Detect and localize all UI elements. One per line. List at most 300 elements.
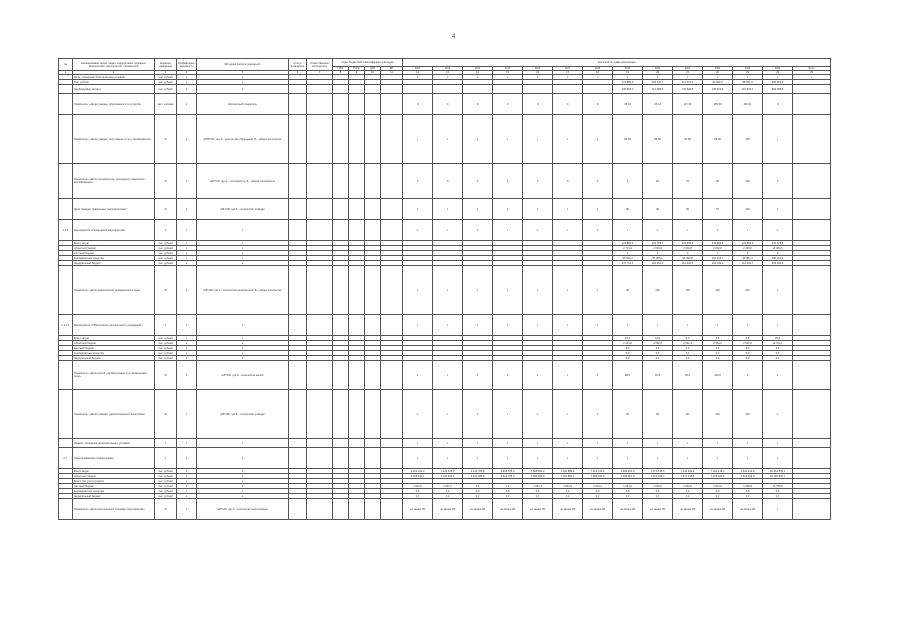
- row-value: 0: [583, 94, 613, 115]
- row-value: x: [763, 266, 793, 315]
- row-value: не менее 95: [733, 499, 763, 520]
- row-value: 0,0: [733, 351, 763, 356]
- hdr-budget-sub: ЦСР: [365, 67, 381, 71]
- row-value: 95,0: [673, 361, 703, 390]
- column-number: 1: [59, 71, 73, 75]
- row-budget-code: [381, 361, 403, 390]
- row-value: 121 881,3: [613, 80, 643, 85]
- row-number: [59, 266, 73, 315]
- hdr-year: 2020: [643, 67, 673, 71]
- table-row: [59, 448, 831, 469]
- row-value: x: [763, 390, 793, 439]
- row-value: [433, 85, 463, 94]
- row-value: [793, 164, 831, 199]
- row-budget-code: [365, 164, 381, 199]
- row-value: x: [733, 439, 763, 448]
- row-value: [793, 499, 831, 520]
- row-responsible: [307, 266, 333, 315]
- row-value: 100: [703, 266, 733, 315]
- row-value: 124 602,3: [673, 241, 703, 246]
- row-unit: тыс. рублей: [155, 494, 177, 499]
- row-responsible: [307, 164, 333, 199]
- row-value: 2 490,0: [733, 246, 763, 251]
- row-status: [289, 266, 307, 315]
- row-budget-code: [333, 85, 349, 94]
- row-value: 6 412 765,4: [493, 474, 523, 479]
- row-value: 112 330,7: [673, 261, 703, 266]
- row-coef: x: [177, 469, 197, 474]
- row-method: абсолютный показатель: [197, 94, 289, 115]
- row-method: x: [197, 469, 289, 474]
- row-value: 120 994,0: [613, 85, 643, 94]
- hdr-year: 2016: [523, 67, 553, 71]
- row-value: 100: [733, 199, 763, 220]
- row-value: x: [703, 315, 733, 336]
- column-number: 20: [643, 71, 673, 75]
- row-value: [793, 199, 831, 220]
- row-coef: x: [177, 439, 197, 448]
- header-row: [59, 59, 831, 67]
- row-value: x: [403, 115, 433, 164]
- row-value: x: [493, 439, 523, 448]
- row-value: x: [763, 439, 793, 448]
- row-value: [793, 220, 831, 241]
- row-number: [59, 499, 73, 520]
- row-responsible: [307, 448, 333, 469]
- row-budget-code: [381, 315, 403, 336]
- hdr-year: 2015: [493, 67, 523, 71]
- row-value: 45,12: [643, 94, 673, 115]
- row-coef: x: [177, 315, 197, 336]
- row-number: [59, 199, 73, 220]
- row-value: 121 922,5: [673, 85, 703, 94]
- row-responsible: [307, 315, 333, 336]
- row-name: Всего, без учета средств: [73, 479, 155, 484]
- row-budget-code: [333, 390, 349, 439]
- row-budget-code: [365, 266, 381, 315]
- row-value: не менее 95: [613, 499, 643, 520]
- row-status: [289, 448, 307, 469]
- row-method: x: [197, 346, 289, 351]
- row-value: 112 493,7: [733, 261, 763, 266]
- row-value: x: [523, 115, 553, 164]
- row-value: 0,0: [613, 356, 643, 361]
- row-value: 0,0: [703, 351, 733, 356]
- row-budget-code: [365, 94, 381, 115]
- row-unit: %: [155, 361, 177, 390]
- row-coef: x: [177, 85, 197, 94]
- row-name: Показатель: «Доля мероприятий, проведенных в срок»: [73, 266, 155, 315]
- row-value: 1 544,0: [703, 484, 733, 489]
- row-value: x: [433, 439, 463, 448]
- row-budget-code: [349, 439, 365, 448]
- row-value: 133 490,6: [703, 241, 733, 246]
- row-budget-code: [333, 199, 349, 220]
- row-budget-code: [365, 439, 381, 448]
- row-budget-code: [365, 199, 381, 220]
- row-budget-code: [349, 390, 365, 439]
- row-value: x: [433, 390, 463, 439]
- row-value: 0: [433, 94, 463, 115]
- row-value: 84 464 835,1: [763, 469, 793, 474]
- row-value: 1 692,8: [673, 484, 703, 489]
- row-value: 0: [763, 164, 793, 199]
- row-value: 7 392 651,8: [613, 474, 643, 479]
- row-value: 0,0: [553, 489, 583, 494]
- row-value: 7 303 883,1: [553, 474, 583, 479]
- row-value: 0,0: [643, 356, 673, 361]
- row-method: А/Б*100, где А – количество граждан: [197, 390, 289, 439]
- row-responsible: [307, 361, 333, 390]
- row-value: 100: [673, 266, 703, 315]
- hdr-year: 2014: [463, 67, 493, 71]
- row-method: x: [197, 261, 289, 266]
- row-value: 0,0: [703, 356, 733, 361]
- row-value: 118 651,0: [643, 261, 673, 266]
- row-unit: %: [155, 199, 177, 220]
- row-value: x: [493, 75, 523, 80]
- column-number: 10: [365, 71, 381, 75]
- row-value: 50: [643, 390, 673, 439]
- row-value: 100: [733, 164, 763, 199]
- row-budget-code: [349, 448, 365, 469]
- row-value: [523, 85, 553, 94]
- row-value: 7 200 418,4: [703, 469, 733, 474]
- row-method: x: [197, 474, 289, 479]
- row-value: 0,0: [673, 489, 703, 494]
- row-coef: x: [177, 356, 197, 361]
- row-value: 0: [553, 94, 583, 115]
- row-value: x: [403, 199, 433, 220]
- row-name: федеральный бюджет: [73, 494, 155, 499]
- row-budget-code: [349, 115, 365, 164]
- row-value: x: [403, 266, 433, 315]
- row-value: 102 213,7: [703, 256, 733, 261]
- row-value: x: [463, 220, 493, 241]
- row-value: x: [703, 439, 733, 448]
- row-value: x: [733, 220, 763, 241]
- row-unit: тыс. рублей: [155, 346, 177, 351]
- row-value: 665 961,0: [763, 80, 793, 85]
- column-number: 17: [553, 71, 583, 75]
- row-unit: тыс. рублей: [155, 261, 177, 266]
- row-value: 0,0: [673, 356, 703, 361]
- row-status: [289, 94, 307, 115]
- row-value: x: [403, 220, 433, 241]
- row-value: 7 610 725,3: [583, 469, 613, 474]
- row-value: 490 192,4: [763, 256, 793, 261]
- row-value: 0,0: [583, 489, 613, 494]
- row-number: [59, 94, 73, 115]
- row-unit: тыс. рублей: [155, 336, 177, 341]
- row-value: x: [493, 448, 523, 469]
- row-value: [793, 115, 831, 164]
- row-value: не менее 95: [553, 499, 583, 520]
- row-value: 0: [553, 164, 583, 199]
- row-value: 2 540,0: [733, 341, 763, 346]
- row-coef: x: [177, 390, 197, 439]
- row-value: 116 739,1: [703, 261, 733, 266]
- row-value: не менее 95: [403, 499, 433, 520]
- row-value: 0,0: [463, 484, 493, 489]
- row-value: не менее 95: [433, 499, 463, 520]
- row-value: 0,0: [613, 346, 643, 351]
- row-value: x: [523, 75, 553, 80]
- row-budget-code: [333, 115, 349, 164]
- row-value: 0,0: [403, 489, 433, 494]
- row-unit: %: [155, 390, 177, 439]
- row-value: 100,0: [703, 361, 733, 390]
- row-status: [289, 199, 307, 220]
- row-name: Необходимые затраты: [73, 85, 155, 94]
- row-budget-code: [381, 390, 403, 439]
- hdr-name: Наименование целей, задач, подпрограмм, основных мероприятий, мероприятий, показателей: [73, 59, 155, 71]
- row-value: 90: [613, 266, 643, 315]
- row-responsible: [307, 199, 333, 220]
- row-value: x: [493, 361, 523, 390]
- row-value: 185,59: [703, 94, 733, 115]
- row-coef: x: [177, 261, 197, 266]
- row-value: 0: [703, 251, 733, 256]
- row-unit: %: [155, 115, 177, 164]
- row-name: Мероприятие «Обеспечение деятельности учреждений»: [73, 315, 155, 336]
- row-value: не менее 95: [523, 499, 553, 520]
- row-value: 0: [463, 164, 493, 199]
- row-coef: x: [177, 494, 197, 499]
- row-value: 95: [673, 199, 703, 220]
- table-row: [59, 164, 831, 199]
- row-name: Всего затрат: [73, 241, 155, 246]
- hdr-year: 2022: [703, 67, 733, 71]
- row-value: x: [673, 75, 703, 80]
- row-method: x: [197, 479, 289, 484]
- row-unit: x: [155, 439, 177, 448]
- row-value: 0,0: [703, 336, 733, 341]
- row-coef: x: [177, 241, 197, 246]
- row-value: x: [793, 75, 831, 80]
- row-value: 7 205 222,6: [703, 474, 733, 479]
- row-value: x: [553, 199, 583, 220]
- row-value: 0,0: [763, 356, 793, 361]
- row-value: 0: [613, 251, 643, 256]
- row-value: 0: [763, 94, 793, 115]
- row-name: областной бюджет: [73, 341, 155, 346]
- row-value: 0: [433, 164, 463, 199]
- row-budget-code: [349, 266, 365, 315]
- row-name: Показатель: «Доля граждан, получивших услугу своевременно»: [73, 115, 155, 164]
- hdr-year: 2018: [583, 67, 613, 71]
- row-unit: тыс. рублей: [155, 80, 177, 85]
- page-number: 4: [452, 34, 456, 40]
- row-status: [289, 220, 307, 241]
- row-name: Показатель: «Доля жалоб, рассмотренных в установленный срок»: [73, 361, 155, 390]
- row-budget-code: [333, 315, 349, 336]
- row-method: x: [197, 336, 289, 341]
- row-value: 0,0: [763, 346, 793, 351]
- row-value: x: [523, 199, 553, 220]
- row-value: x: [403, 315, 433, 336]
- row-value: 7 474 418,6: [643, 469, 673, 474]
- hdr-year: Итого: [793, 67, 831, 71]
- row-value: 20,0: [763, 336, 793, 341]
- row-budget-code: [349, 94, 365, 115]
- row-value: 153 441,7: [643, 80, 673, 85]
- row-coef: x: [177, 164, 197, 199]
- row-value: 94 993,8: [673, 256, 703, 261]
- row-value: x: [463, 115, 493, 164]
- row-method: x: [197, 220, 289, 241]
- row-value: x: [673, 315, 703, 336]
- row-value: x: [433, 115, 463, 164]
- row-value: x: [763, 220, 793, 241]
- row-value: 7 123 478,3: [433, 469, 463, 474]
- row-value: x: [553, 448, 583, 469]
- row-method: А/Б*100, где А – количество граждан: [197, 199, 289, 220]
- row-value: 99 987,4: [733, 256, 763, 261]
- row-value: 559 930,9: [763, 261, 793, 266]
- row-value: 95 912,4: [613, 256, 643, 261]
- row-value: x: [403, 361, 433, 390]
- row-value: x: [463, 448, 493, 469]
- row-number: [59, 164, 73, 199]
- row-value: 0: [523, 164, 553, 199]
- row-status: [289, 361, 307, 390]
- row-value: x: [703, 220, 733, 241]
- row-value: x: [493, 199, 523, 220]
- row-value: x: [553, 390, 583, 439]
- row-value: 7 313 344,4: [643, 474, 673, 479]
- row-value: 0: [523, 94, 553, 115]
- row-value: x: [433, 75, 463, 80]
- row-value: x: [523, 266, 553, 315]
- row-value: 7 474 418,6: [673, 474, 703, 479]
- row-budget-code: [333, 448, 349, 469]
- row-value: 45,10: [613, 94, 643, 115]
- row-value: 0: [583, 164, 613, 199]
- row-value: x: [433, 448, 463, 469]
- column-number: 2: [73, 71, 155, 75]
- row-unit: тыс. рублей: [155, 351, 177, 356]
- row-value: x: [613, 448, 643, 469]
- row-value: 100: [643, 266, 673, 315]
- row-value: 0,0: [673, 346, 703, 351]
- row-budget-code: [349, 85, 365, 94]
- hdr-budget-sub: Рз/Пр: [349, 67, 365, 71]
- row-value: x: [403, 439, 433, 448]
- row-value: x: [733, 75, 763, 80]
- hdr-budget-sub: ГРБС: [333, 67, 349, 71]
- hdr-year: 2017: [553, 67, 583, 71]
- row-value: 0: [763, 251, 793, 256]
- row-name: Показатель: «Доля выполненных плановых мероприятий»: [73, 499, 155, 520]
- row-name: Доля граждан, охваченных мероприятиями: [73, 199, 155, 220]
- row-value: x: [523, 361, 553, 390]
- column-number: 25: [793, 71, 831, 75]
- row-name: Тыс. рублей: [73, 80, 155, 85]
- row-value: 0,0: [673, 336, 703, 341]
- row-responsible: [307, 439, 333, 448]
- row-value: 6 444 285,8: [463, 474, 493, 479]
- row-value: 0,0: [733, 336, 763, 341]
- row-value: x: [433, 220, 463, 241]
- row-value: 1 844,9: [553, 484, 583, 489]
- row-method: x: [197, 251, 289, 256]
- row-value: x: [553, 266, 583, 315]
- row-value: 50: [643, 164, 673, 199]
- row-number: [59, 85, 73, 94]
- row-value: x: [463, 266, 493, 315]
- row-value: 0,0: [433, 494, 463, 499]
- row-unit: тыс. рублей: [155, 479, 177, 484]
- row-value: 1 648,2: [643, 484, 673, 489]
- row-budget-code: [365, 361, 381, 390]
- row-value: 0,0: [673, 351, 703, 356]
- row-budget-code: [349, 199, 365, 220]
- row-coef: x: [177, 115, 197, 164]
- row-value: x: [553, 361, 583, 390]
- table-row: [59, 499, 831, 520]
- row-value: 1 614,4: [583, 484, 613, 489]
- row-value: x: [673, 448, 703, 469]
- table-row: [59, 439, 831, 448]
- row-value: 6 415 745,2: [493, 469, 523, 474]
- row-method: x: [197, 356, 289, 361]
- row-value: x: [643, 220, 673, 241]
- hdr-year: 2013: [433, 67, 463, 71]
- row-budget-code: [365, 115, 381, 164]
- row-value: 90: [643, 199, 673, 220]
- row-value: 0,0: [673, 494, 703, 499]
- row-budget-code: [349, 164, 365, 199]
- row-coef: x: [177, 251, 197, 256]
- row-value: x: [583, 361, 613, 390]
- row-value: 0: [673, 251, 703, 256]
- row-value: 630 625,4: [763, 241, 793, 246]
- row-value: x: [583, 266, 613, 315]
- row-coef: x: [177, 246, 197, 251]
- row-coef: x: [177, 448, 197, 469]
- row-value: 88,0: [613, 361, 643, 390]
- row-value: 7 214 464,2: [673, 469, 703, 474]
- row-value: x: [463, 199, 493, 220]
- row-name: внебюджетные средства: [73, 256, 155, 261]
- row-value: 0,0: [643, 346, 673, 351]
- row-value: 2 041,6: [403, 484, 433, 489]
- row-value: x: [673, 220, 703, 241]
- row-value: 123 880,3: [613, 241, 643, 246]
- row-value: 107 712,3: [613, 261, 643, 266]
- row-unit: тыс. рублей: [155, 256, 177, 261]
- column-number: 5: [197, 71, 289, 75]
- row-responsible: [307, 94, 333, 115]
- row-value: 116 433,1: [733, 85, 763, 94]
- column-number: 6: [289, 71, 307, 75]
- row-responsible: [307, 499, 333, 520]
- row-value: 19 758,9: [763, 484, 793, 489]
- row-value: x: [523, 315, 553, 336]
- row-budget-code: [349, 315, 365, 336]
- column-number: 9: [349, 71, 365, 75]
- row-budget-code: [365, 499, 381, 520]
- row-value: 88 003,3: [733, 80, 763, 85]
- row-coef: x: [177, 199, 197, 220]
- row-value: x: [523, 448, 553, 469]
- row-value: 2 852,5: [643, 341, 673, 346]
- row-value: 0,0: [523, 489, 553, 494]
- row-unit: тыс. рублей: [155, 241, 177, 246]
- column-number: 4: [177, 71, 197, 75]
- row-value: 100: [703, 390, 733, 439]
